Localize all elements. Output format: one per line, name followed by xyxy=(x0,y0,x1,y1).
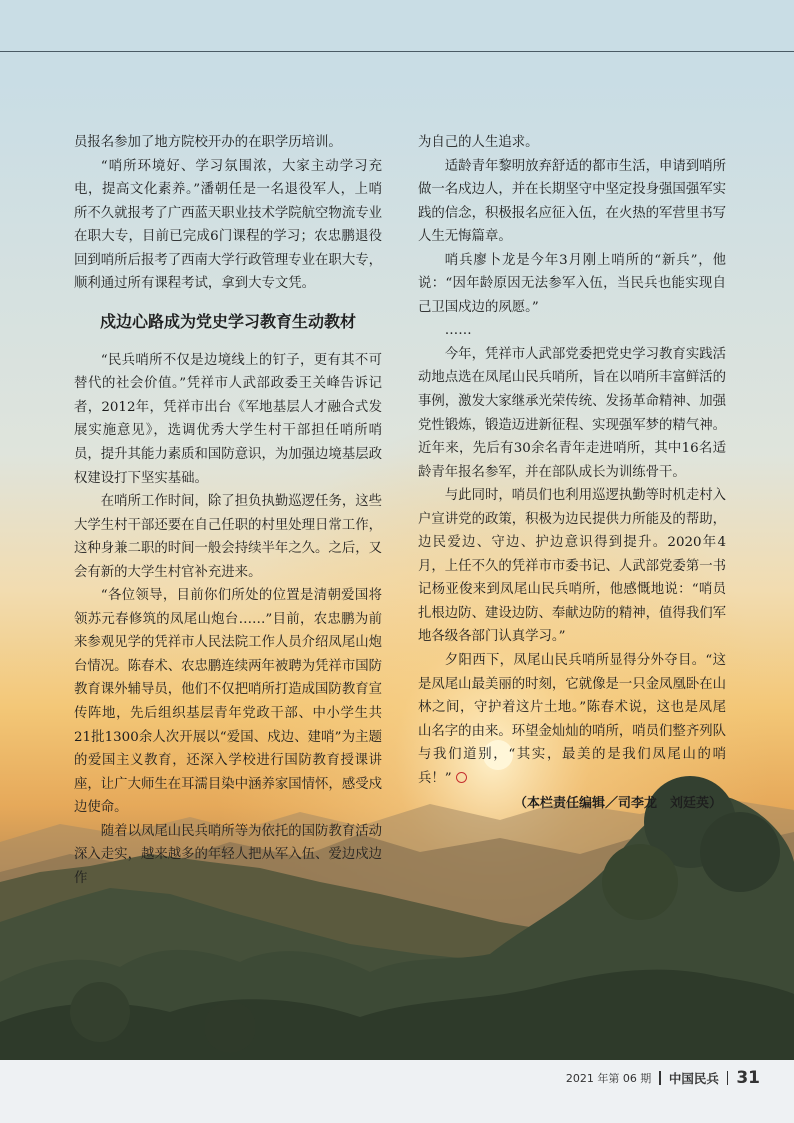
paragraph: 随着以凤尾山民兵哨所等为依托的国防教育活动深入走实，越来越多的年轻人把从军入伍、爱边戍边作 xyxy=(74,823,382,886)
paragraph: 为自己的人生追求。 xyxy=(418,135,539,150)
paragraph: “哨所环境好、学习氛围浓，大家主动学习充电，提高文化素养。”潘朝任是一名退役军人，上哨所不久就报考了广西蓝天职业技术学院航空物流专业在职大专，目前已完成6门课程的学习；农忠鹏退役回到哨所后报考了西南大学行政管理专业在职大专，顺利通过所有课程考试，拿到大专文凭。 xyxy=(74,158,382,292)
section-heading: 戍边心路成为党史学习教育生动教材 xyxy=(100,311,357,331)
paragraph: “各位领导，目前你们所处的位置是清朝爱国将领苏元春修筑的凤尾山炮台……”目前，农忠鹏为前来参观见学的凭祥市人民法院工作人员介绍凤尾山炮台情况。陈春术、农忠鹏连续两年被聘为凭祥市国防教育课外辅导员，他们不仅把哨所打造成国防教育宣传阵地，先后组织基层青年党政干部、中小学生共21批1300余人次开展以“爱国、戍边、建哨”为主题的爱国主义教育，还深入学校进行国防教育授课讲座，让广大师生在耳濡目染中涵养家国情怀，感受戍边使命。 xyxy=(74,588,382,816)
closing-paragraph xyxy=(418,649,726,790)
header-band xyxy=(0,0,794,82)
paragraph: 适龄青年黎明放弃舒适的都市生活，申请到哨所做一名戍边人，并在长期坚守中坚定投身强国强军实践的信念，积极报名应征入伍，在火热的军营里书写人生无悔篇章。 xyxy=(418,158,726,245)
ellipsis-paragraph: …… xyxy=(444,323,472,339)
paragraph: 员报名参加了地方院校开办的在职学历培训。 xyxy=(74,135,342,150)
right-column xyxy=(418,131,726,816)
left-column xyxy=(74,131,382,890)
footer-divider xyxy=(727,1071,729,1085)
issue-label: 2021 年第 06 期 xyxy=(565,1072,652,1085)
closing-text: 夕阳西下，凤尾山民兵哨所显得分外夺目。“这是凤尾山最美丽的时刻，它就像是一只金凤凰卧在山林之间，守护着这片土地。”陈春术说，这也是凤尾山名字的由来。环望金灿灿的哨所，哨员们整齐列队与我们道别，“其实，最美的是我们凤尾山的哨兵！” xyxy=(418,653,726,786)
paragraph: 与此同时，哨员们也利用巡逻执勤等时机走村入户宣讲党的政策，积极为边民提供力所能及的帮助，边民爱边、守边、护边意识得到提升。2020年4月，上任不久的凭祥市市委书记、人武部党委第一书记杨亚俊来到凤尾山民兵哨所，他感慨地说：“哨员扎根边防、建设边防、奉献边防的精神，值得我们军地各级各部门认真学习。” xyxy=(418,488,726,645)
footer-divider xyxy=(659,1071,661,1085)
end-mark-icon xyxy=(456,772,467,783)
page-number: 31 xyxy=(736,1068,760,1088)
magazine-name: 中国民兵 xyxy=(668,1071,719,1086)
paragraph: 在哨所工作时间，除了担负执勤巡逻任务，这些大学生村干部还要在自己任职的村里处理日常工作，这种身兼二职的时间一般会持续半年之久。之后，又会有新的大学生村官补充进来。 xyxy=(74,494,382,580)
page-footer xyxy=(566,1068,760,1088)
paragraph: 哨兵廖卜龙是今年3月刚上哨所的“新兵”，他说：“因年龄原因无法参军入伍，当民兵也能实现自己卫国戍边的夙愿。” xyxy=(418,252,726,315)
paragraph: 今年，凭祥市人武部党委把党史学习教育实践活动地点选在凤尾山民兵哨所，旨在以哨所丰富鲜活的事例，激发大家继承光荣传统、发扬革命精神、加强党性锻炼，锻造迈进新征程、实现强军梦的精气神。近年来，先后有30余名青年走进哨所，其中16名适龄青年报名参军，并在部队成长为训练骨干。 xyxy=(418,346,726,480)
paragraph: “民兵哨所不仅是边境线上的钉子，更有其不可替代的社会价值。”凭祥市人武部政委王关峰告诉记者，2012年，凭祥市出台《军地基层人才融合式发展实施意见》，选调优秀大学生村干部担任哨所哨员，提升其能力素质和国防意识，为加强边境基层政权建设打下坚实基础。 xyxy=(74,352,382,486)
header-rule xyxy=(0,51,794,52)
editor-credit: （本栏责任编辑／司李龙 刘廷英） xyxy=(513,796,722,812)
